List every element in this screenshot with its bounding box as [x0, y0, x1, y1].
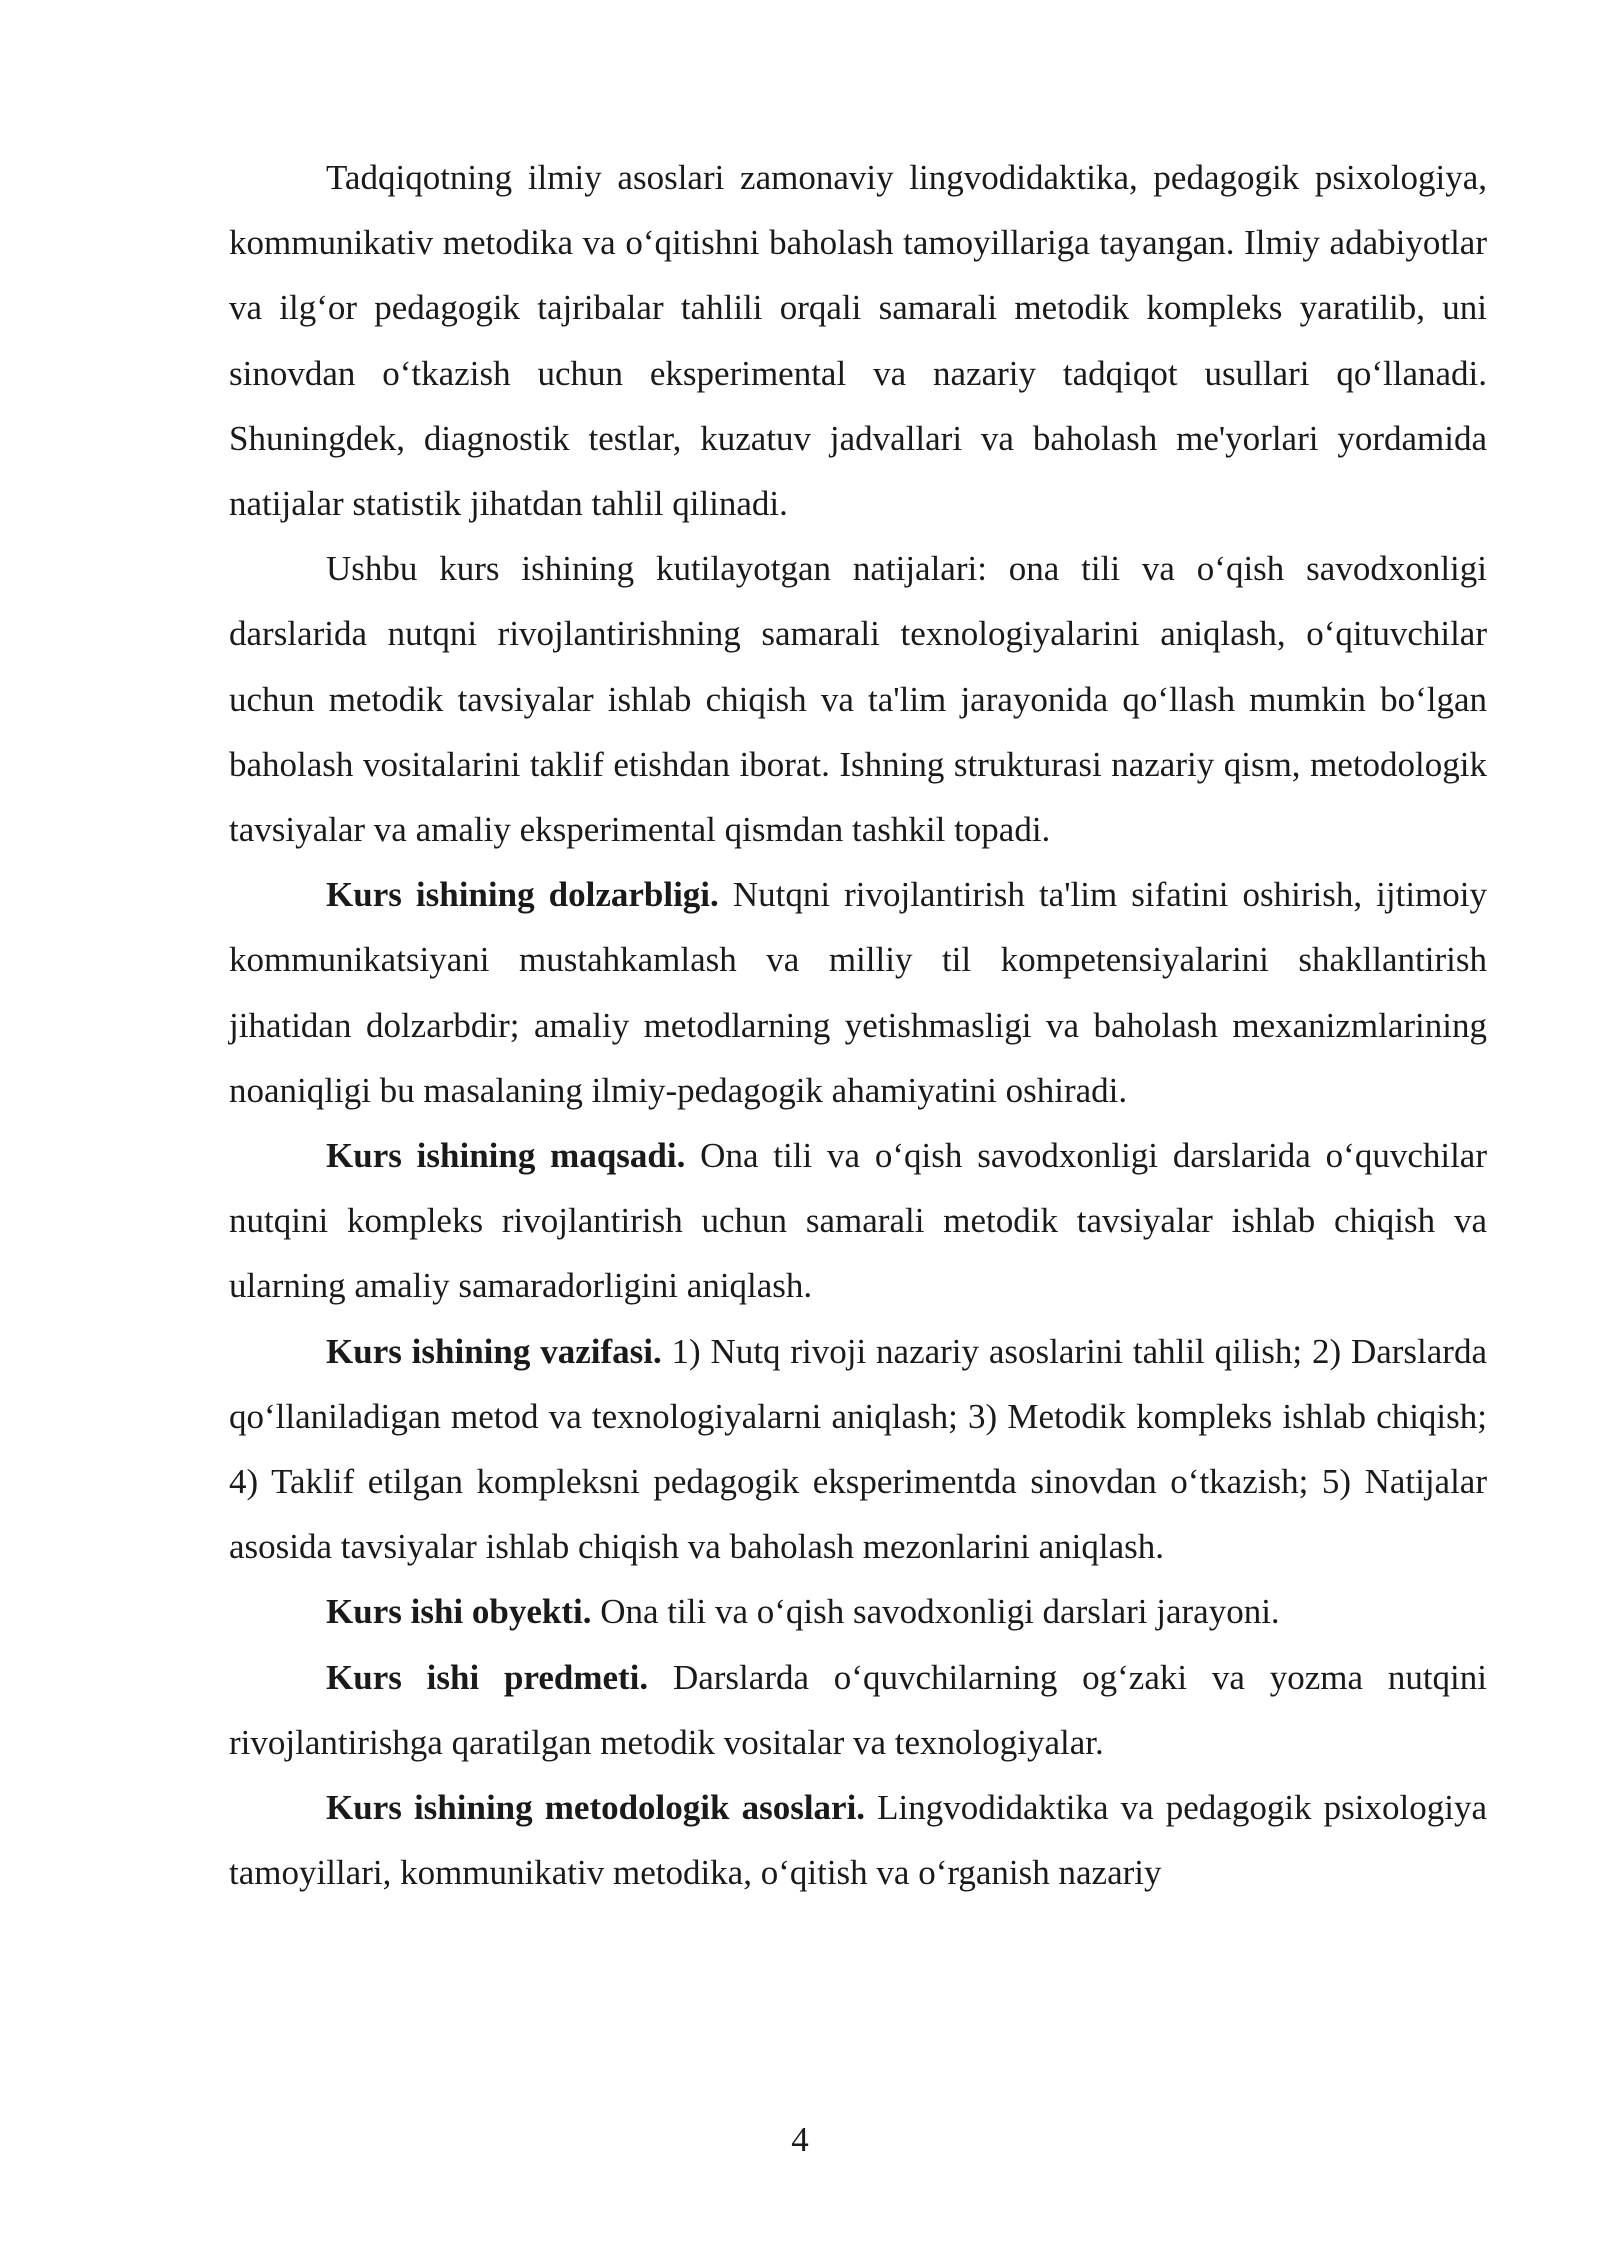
page-number: 4 — [791, 2120, 809, 2159]
paragraph-text: Nutqni rivojlantirish ta'lim sifatini oshirish, ijtimoiy kommunikatsiyani mustahkamlash va milliy til kompetensiyalarini shakllantirish jihatidan dolzarbdir; amaliy metodlarning yetishmasligi va baholash mexanizmlarining noaniqligi bu masalaning ilmiy-pedagogik ahamiyatini oshiradi. — [229, 875, 1487, 1110]
paragraph-expected-results — [229, 536, 1487, 862]
paragraph-methodology — [229, 1775, 1487, 1905]
paragraph-lead: Kurs ishining dolzarbligi. — [326, 875, 719, 915]
paragraph-text: Tadqiqotning ilmiy asoslari zamonaviy lingvodidaktika, pedagogik psixologiya, kommunikativ metodika va o‘qitishni baholash tamoyillariga tayangan. Ilmiy adabiyotlar va ilg‘or pedagogik tajribalar tahlili orqali samarali metodik kompleks yaratilib, uni sinovdan o‘tkazish uchun eksperimental va nazariy tadqiqot usullari qo‘llanadi. Shuningdek, diagnostik testlar, kuzatuv jadvallari va baholash me'yorlari yordamida natijalar statistik jihatdan tahlil qilinadi. — [229, 158, 1487, 524]
paragraph-lead: Kurs ishining metodologik asoslari. — [326, 1788, 866, 1828]
paragraph-text: Lingvodidaktika va pedagogik psixologiya tamoyillari, kommunikativ metodika, o‘qitish va o‘rganish nazariy — [229, 1788, 1487, 1893]
paragraph-relevance — [229, 862, 1487, 1123]
paragraph-lead: Kurs ishi obyekti. — [326, 1592, 592, 1632]
paragraph-subject — [229, 1645, 1487, 1775]
paragraph-research-basis — [229, 145, 1487, 536]
page-body — [229, 145, 1487, 1905]
paragraph-object — [229, 1579, 1487, 1644]
paragraph-lead: Kurs ishining maqsadi. — [326, 1136, 686, 1176]
paragraph-lead: Kurs ishi predmeti. — [326, 1657, 649, 1697]
paragraph-goal — [229, 1123, 1487, 1319]
paragraph-text: Ushbu kurs ishining kutilayotgan natijalari: ona tili va o‘qish savodxonligi darslarida nutqni rivojlantirishning samarali texnologiyalarini aniqlash, o‘qituvchilar uchun metodik tavsiyalar ishlab chiqish va ta'lim jarayonida qo‘llash mumkin bo‘lgan baholash vositalarini taklif etishdan iborat. Ishning strukturasi nazariy qism, metodologik tavsiyalar va amaliy eksperimental qismdan tashkil topadi. — [229, 549, 1487, 850]
paragraph-text: Ona tili va o‘qish savodxonligi darslarida o‘quvchilar nutqini kompleks rivojlantirish uchun samarali metodik tavsiyalar ishlab chiqish va ularning amaliy samaradorligini aniqlash. — [229, 1136, 1487, 1306]
paragraph-tasks — [229, 1319, 1487, 1580]
paragraph-text: 1) Nutq rivoji nazariy asoslarini tahlil qilish; 2) Darslarda qo‘llaniladigan metod va texnologiyalarni aniqlash; 3) Metodik kompleks ishlab chiqish; 4) Taklif etilgan kompleksni pedagogik eksperimentda sinovdan o‘tkazish; 5) Natijalar asosida tavsiyalar ishlab chiqish va baholash mezonlarini aniqlash. — [229, 1331, 1487, 1567]
paragraph-text: Darslarda o‘quvchilarning og‘zaki va yozma nutqini rivojlantirishga qaratilgan metodik vositalar va texnologiyalar. — [229, 1657, 1487, 1762]
paragraph-text: Ona tili va o‘qish savodxonligi darslari jarayoni. — [591, 1592, 1280, 1632]
paragraph-lead: Kurs ishining vazifasi. — [326, 1331, 662, 1371]
